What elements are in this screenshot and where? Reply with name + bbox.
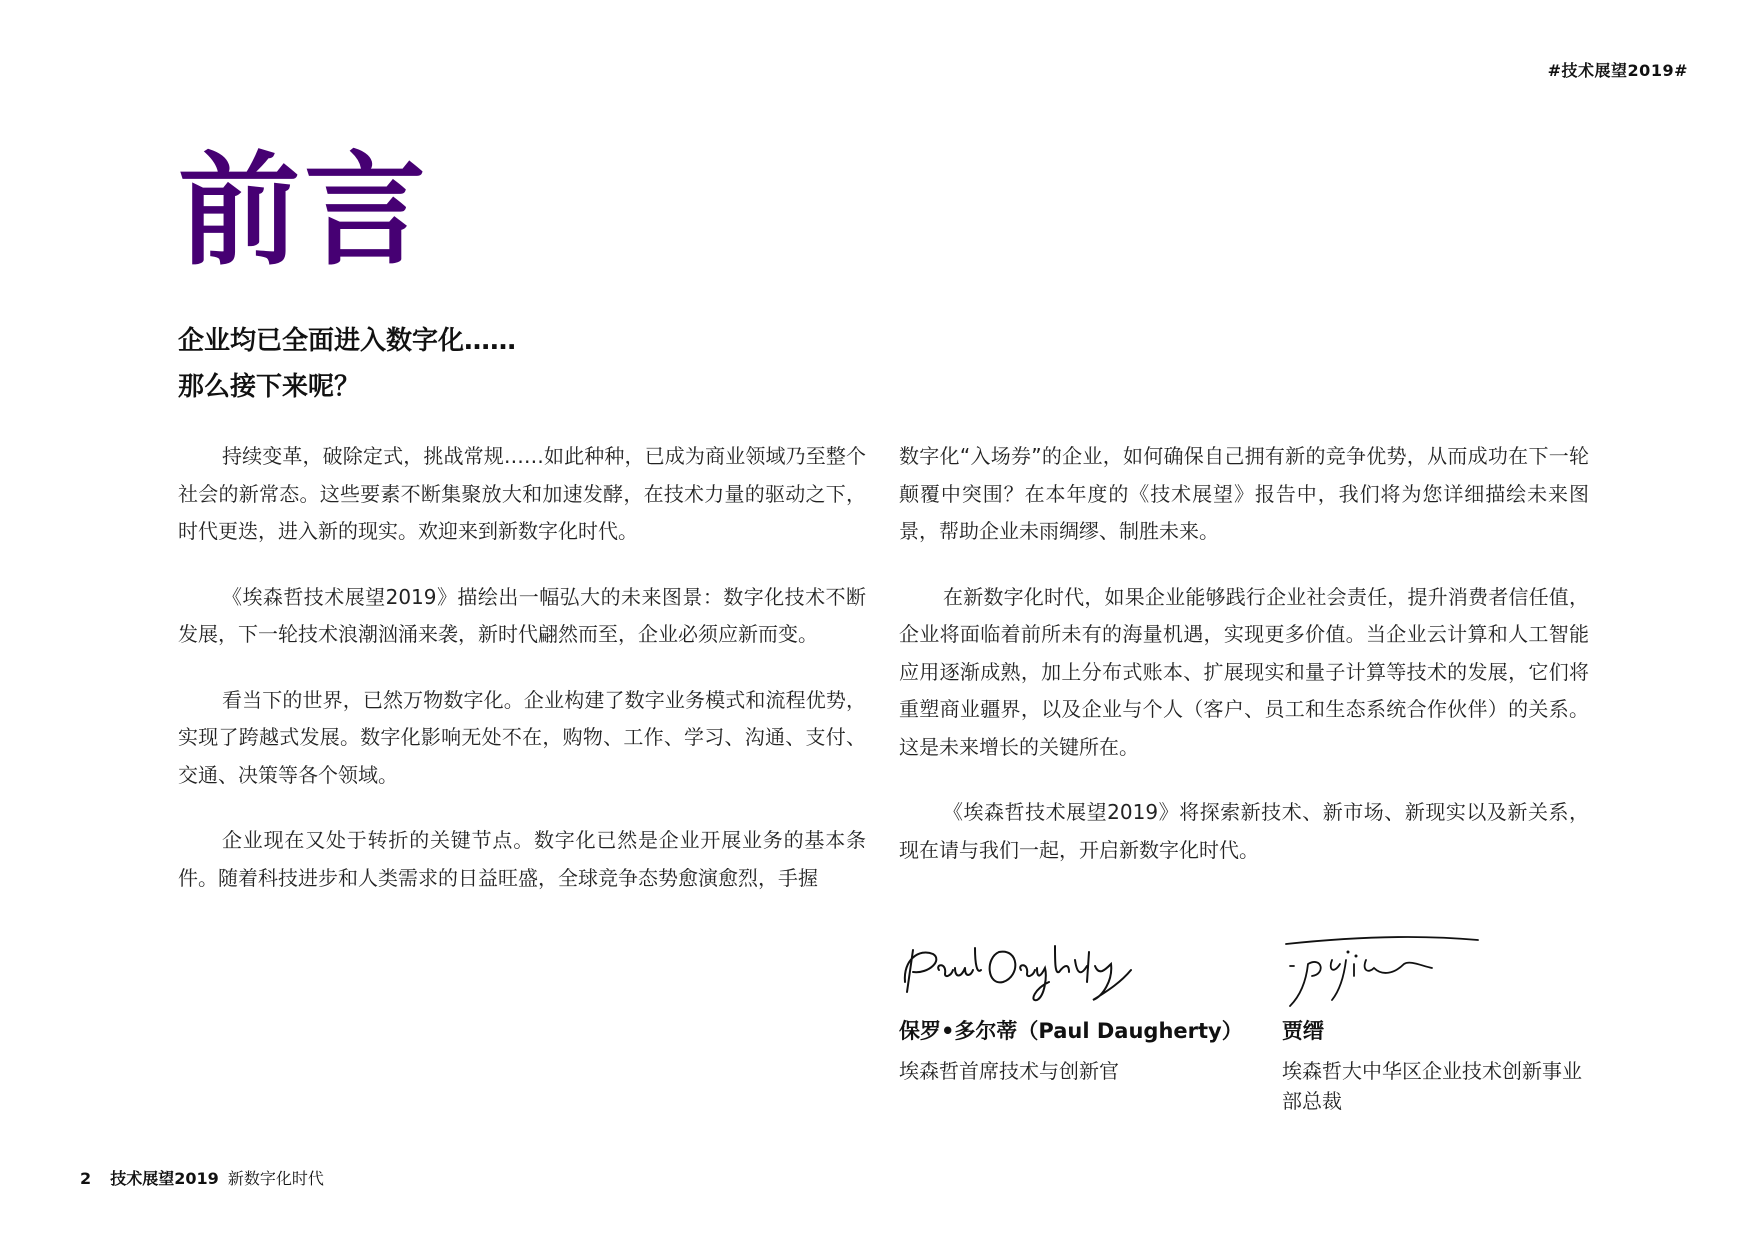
page-footer (80, 1166, 324, 1189)
signatory-jia (1282, 930, 1582, 1116)
paragraph: 看当下的世界，已然万物数字化。企业构建了数字业务模式和流程优势，实现了跨越式发展。数字化影响无处不在，购物、工作、学习、沟通、支付、交通、决策等各个领域。 (178, 687, 866, 787)
page-title: 前言 (178, 140, 430, 282)
page-number: 2 (80, 1169, 92, 1188)
hashtag-label: #技术展望2019# (1547, 61, 1688, 80)
paragraph: 《埃森哲技术展望2019》描绘出一幅弘大的未来图景：数字化技术不断发展，下一轮技术浪潮汹涌来袭，新时代翩然而至，企业必须应新而变。 (178, 584, 866, 646)
paragraph: 持续变革，破除定式，挑战常规……如此种种，已成为商业领域乃至整个社会的新常态。这些要素不断集聚放大和加速发酵，在技术力量的驱动之下，时代更迭，进入新的现实。欢迎来到新数字化时代。 (178, 444, 866, 543)
paragraph: 在新数字化时代，如果企业能够践行企业社会责任，提升消费者信任值，企业将面临着前所未有的海量机遇，实现更多价值。当企业云计算和人工智能应用逐渐成熟，加上分布式账本、扩展现实和量子计算等技术的发展，它们将重塑商业疆界，以及企业与个人（客户、员工和生态系统合作伙伴）的关系。这是未来增长的关键所在。 (899, 584, 1589, 759)
right-column (899, 438, 1589, 897)
paragraph: 数字化“入场券”的企业，如何确保自己拥有新的竞争优势，从而成功在下一轮颠覆中突围？在本年度的《技术展望》报告中，我们将为您详细描绘未来图景，帮助企业未雨绸缪、制胜未来。 (899, 444, 1589, 543)
signature-paul-image (899, 930, 1139, 1010)
signature-jia-image (1282, 930, 1482, 1010)
subtitle (178, 318, 516, 410)
subtitle-line-1: 企业均已全面进入数字化…… (178, 326, 517, 356)
subtitle-line-2: 那么接下来呢？ (178, 372, 361, 402)
signatory-role: 埃森哲大中华区企业技术创新事业部总裁 (1282, 1059, 1582, 1113)
signatory-paul (899, 930, 1243, 1086)
paragraph: 企业现在又处于转折的关键节点。数字化已然是企业开展业务的基本条件。随着科技进步和人类需求的日益旺盛，全球竞争态势愈演愈烈，手握 (178, 828, 866, 890)
signatory-name: 贾缙 (1282, 1019, 1324, 1043)
left-column (178, 438, 866, 925)
paragraph: 《埃森哲技术展望2019》将探索新技术、新市场、新现实以及新关系，现在请与我们一起，开启新数字化时代。 (899, 800, 1589, 862)
footer-tagline: 新数字化时代 (227, 1169, 324, 1188)
footer-brand: 技术展望2019 (110, 1169, 219, 1188)
signatory-role: 埃森哲首席技术与创新官 (899, 1059, 1119, 1083)
signatory-name: 保罗•多尔蒂（Paul Daugherty） (899, 1019, 1243, 1043)
